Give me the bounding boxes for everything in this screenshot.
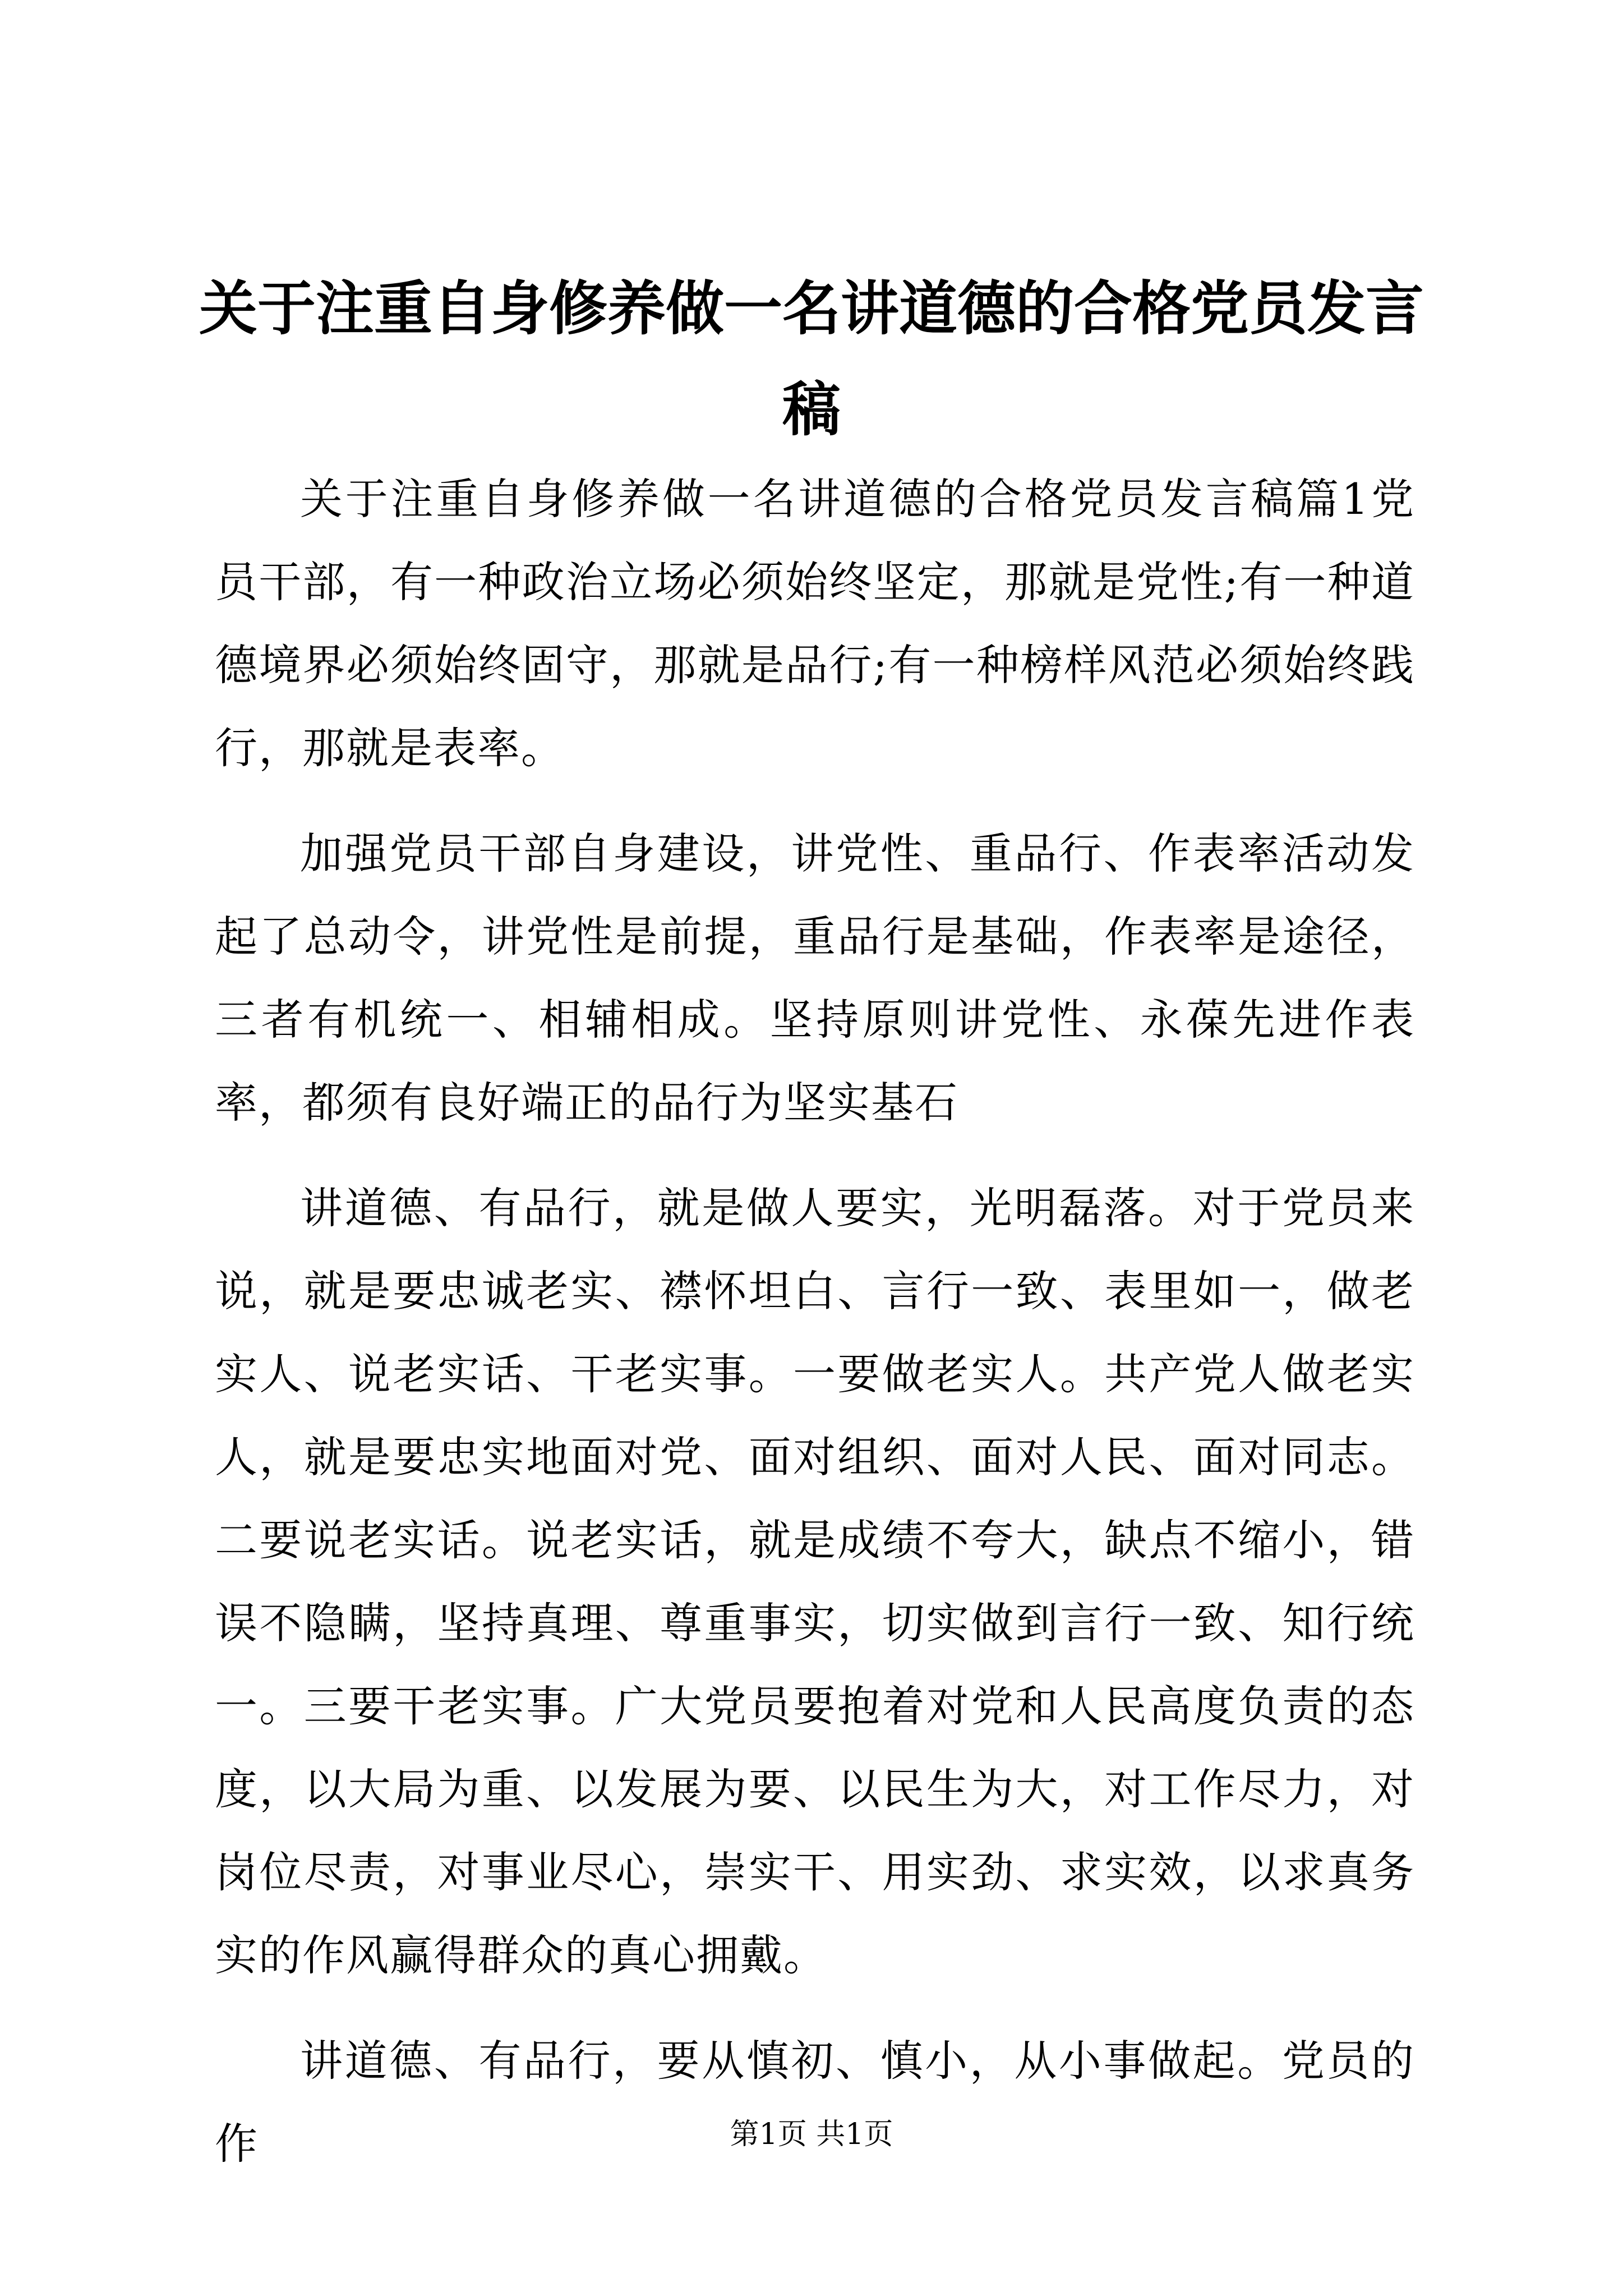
paragraph-4: 讲道德、有品行，要从慎初、慎小，从小事做起。党员的作 [215, 2036, 1415, 2169]
document-body [215, 458, 1415, 2208]
paragraph-1: 关于注重自身修养做一名讲道德的合格党员发言稿篇1党员干部，有一种政治立场必须始终坚定，那就是党性;有一种道德境界必须始终固守，那就是品行;有一种榜样风范必须始终践行，那就是表率。 [215, 474, 1415, 773]
document-title: 关于注重自身修养做一名讲道德的合格党员发言稿 [199, 274, 1424, 444]
paragraph-3: 讲道德、有品行，就是做人要实，光明磊落。对于党员来说，就是要忠诚老实、襟怀坦白、言行一致、表里如一，做老实人、说老实话、干老实事。一要做老实人。共产党人做老实人，就是要忠实地面对党、面对组织、面对人民、面对同志。二要说老实话。说老实话，就是成绩不夸大，缺点不缩小，错误不隐瞒，坚持真理、尊重事实，切实做到言行一致、知行统一。三要干老实事。广大党员要抱着对党和人民高度负责的态度，以大局为重、以发展为要、以民生为大，对工作尽力，对岗位尽责，对事业尽心，崇实干、用实劲、求实效，以求真务实的作风赢得群众的真心拥戴。 [215, 1183, 1415, 1980]
paragraph-2: 加强党员干部自身建设，讲党性、重品行、作表率活动发起了总动令，讲党性是前提，重品行是基础，作表率是途径，三者有机统一、相辅相成。坚持原则讲党性、永葆先进作表率，都须有良好端正的品行为坚实基石 [215, 829, 1415, 1128]
page-footer: 第1页 共1页 [730, 2118, 893, 2151]
